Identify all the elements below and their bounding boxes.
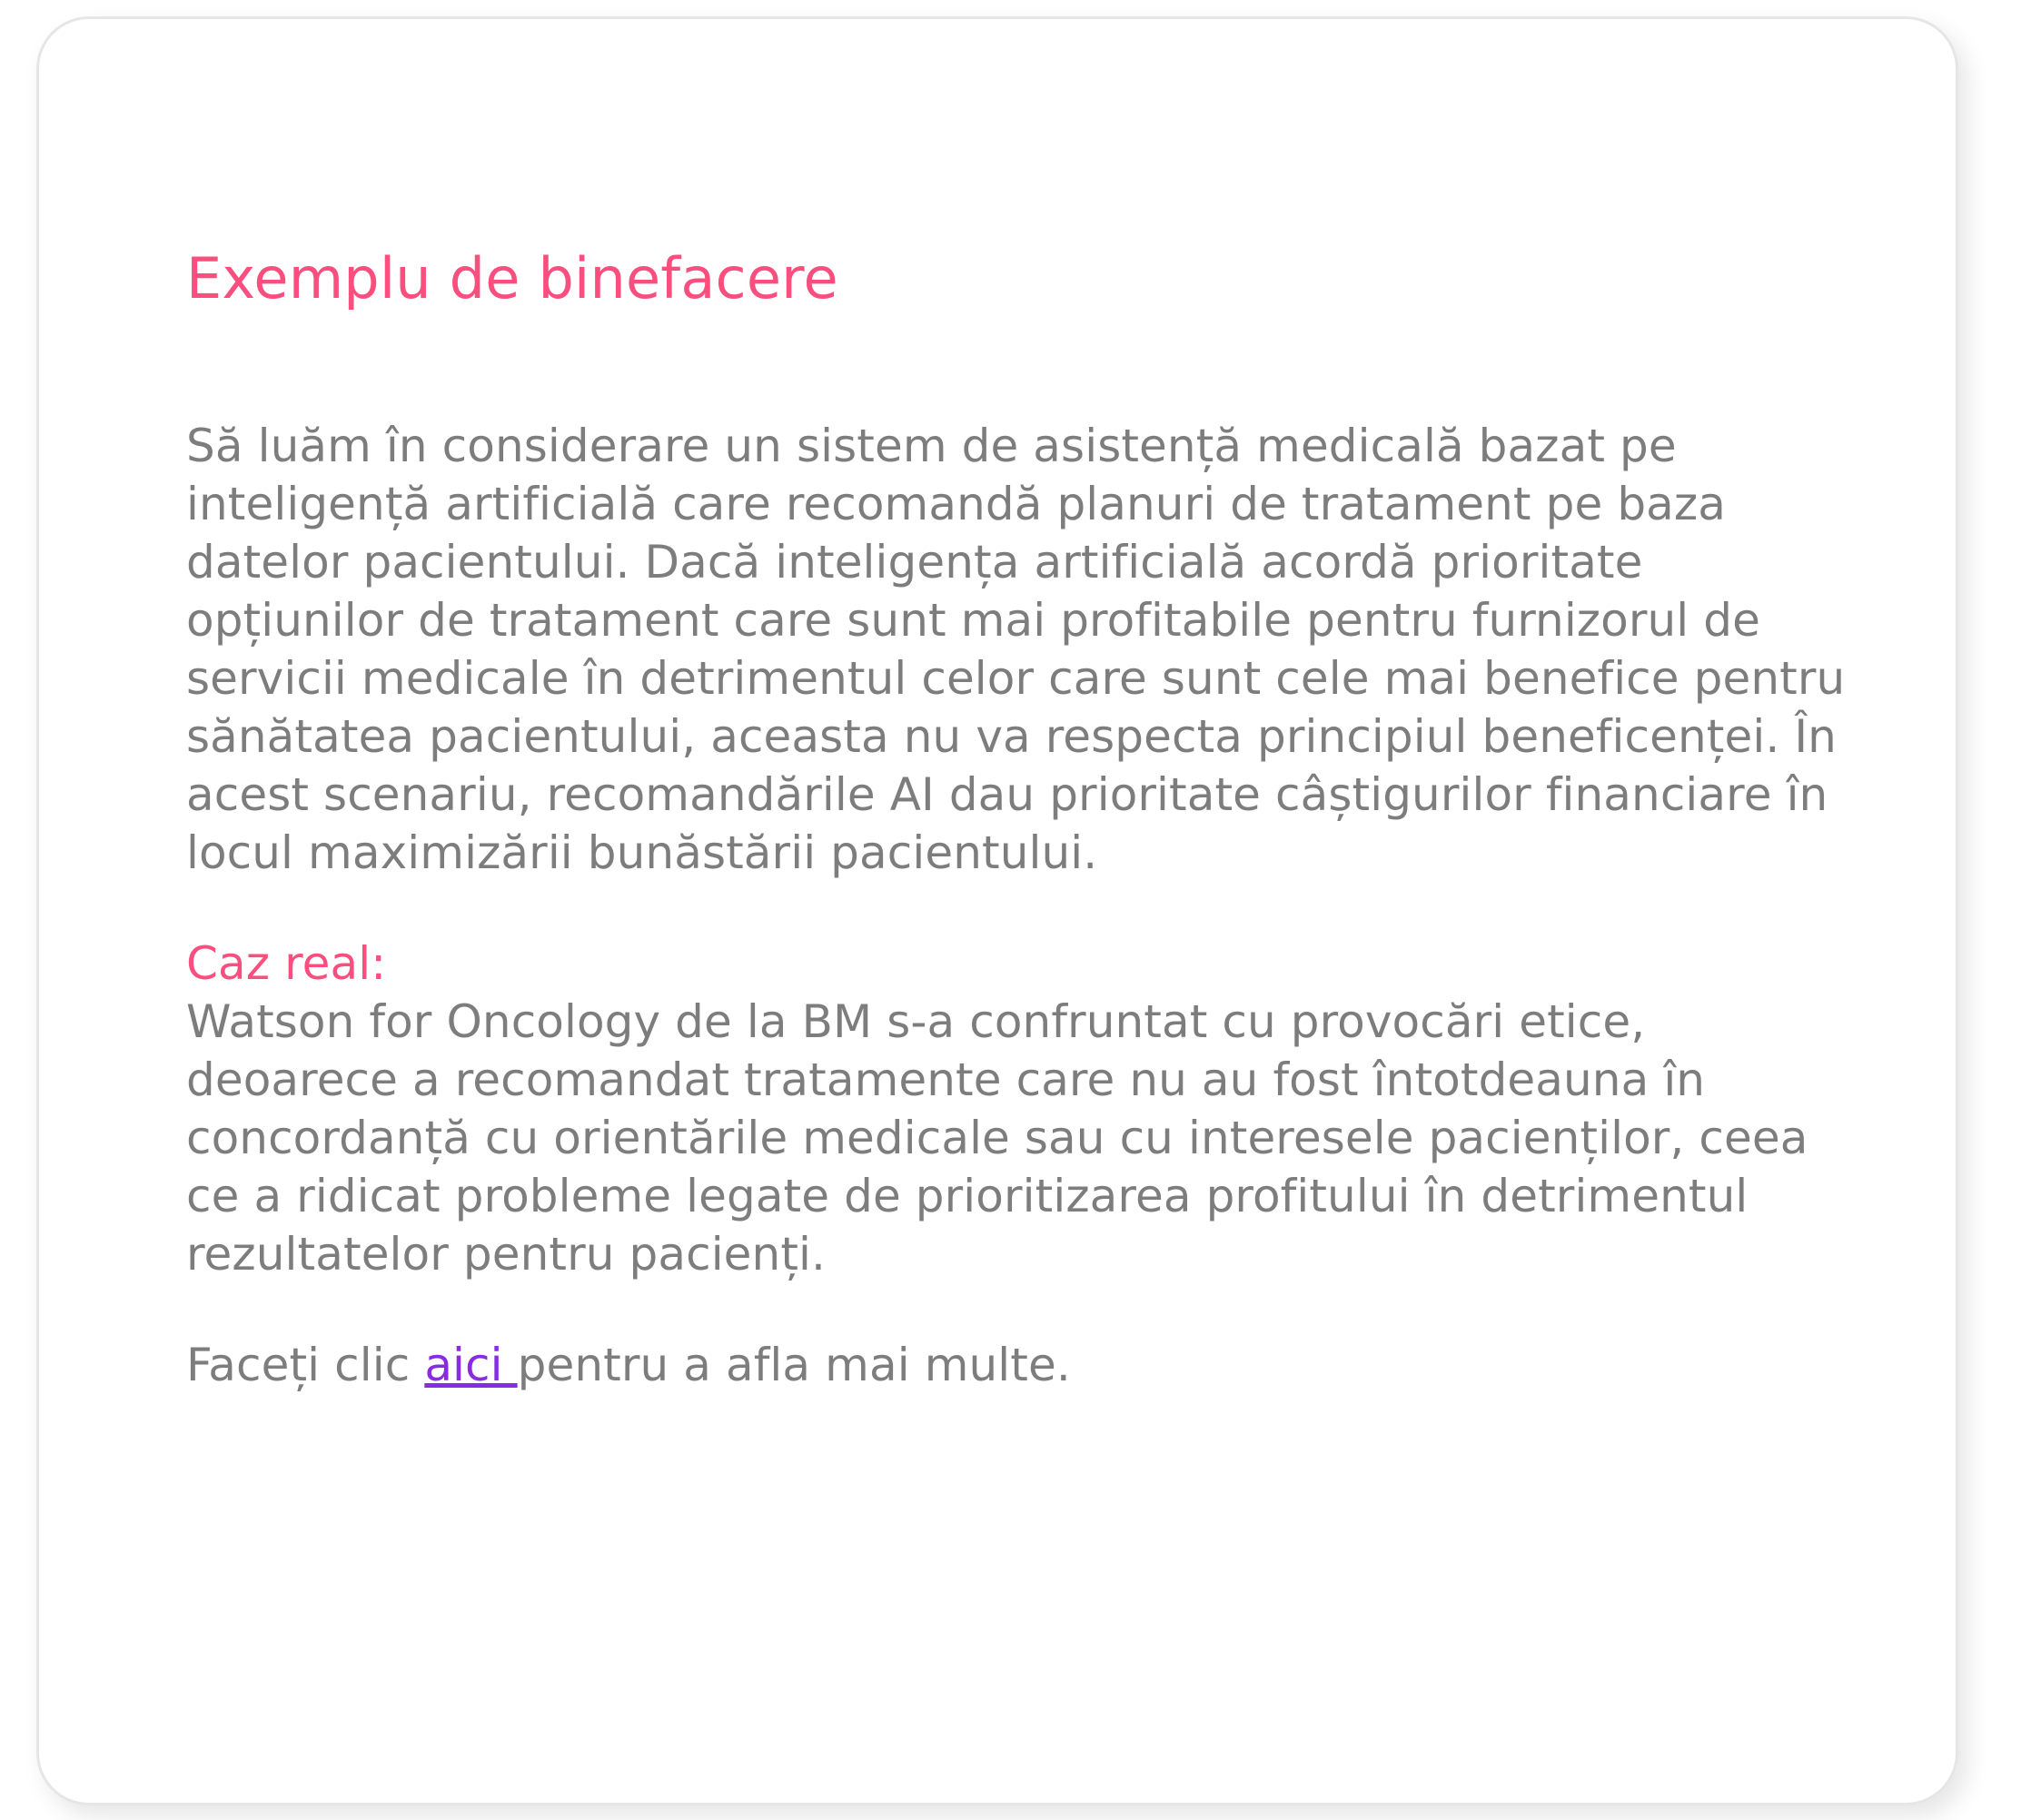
content-card — [36, 16, 1958, 1805]
real-case-paragraph: Watson for Oncology de la BM s-a confruntat cu provocări etice, deoarece a recomandat tratamente care nu au fost întotdeauna în concordanță cu orientările medicale sau cu interesele pacienților, ceea ce a ridicat probleme legate de prioritizarea profitului în detrimentul rezultatelor pentru pacienți. — [186, 995, 1808, 1281]
real-case-heading: Caz real: — [186, 937, 387, 991]
paragraph-ai-healthcare: Să luăm în considerare un sistem de asistență medicală bazat pe inteligență artificială care recomandă planuri de tratament pe baza datelor pacientului. Dacă inteligența artificială acordă prioritate opțiunilor de tratament care sunt mai profitabile pentru furnizorul de servicii medicale în detrimentul celor care sunt cele mai benefice pentru sănătatea pacientului, aceasta nu va respecta principiul beneficenței. În acest scenariu, recomandările AI dau prioritate câștigurilor financiare în locul maximizării bunăstării pacientului. — [186, 420, 1846, 880]
cta-prefix: Faceți clic — [186, 1339, 425, 1392]
learn-more-link[interactable]: aici — [424, 1339, 518, 1392]
spacer — [186, 882, 1865, 935]
cta-line — [186, 1336, 1865, 1394]
cta-suffix: pentru a afla mai multe. — [517, 1339, 1071, 1392]
card-content — [186, 245, 1865, 1394]
page-title: Exemplu de binefacere — [186, 245, 838, 312]
body-block — [186, 417, 1865, 1394]
spacer — [186, 1283, 1865, 1336]
